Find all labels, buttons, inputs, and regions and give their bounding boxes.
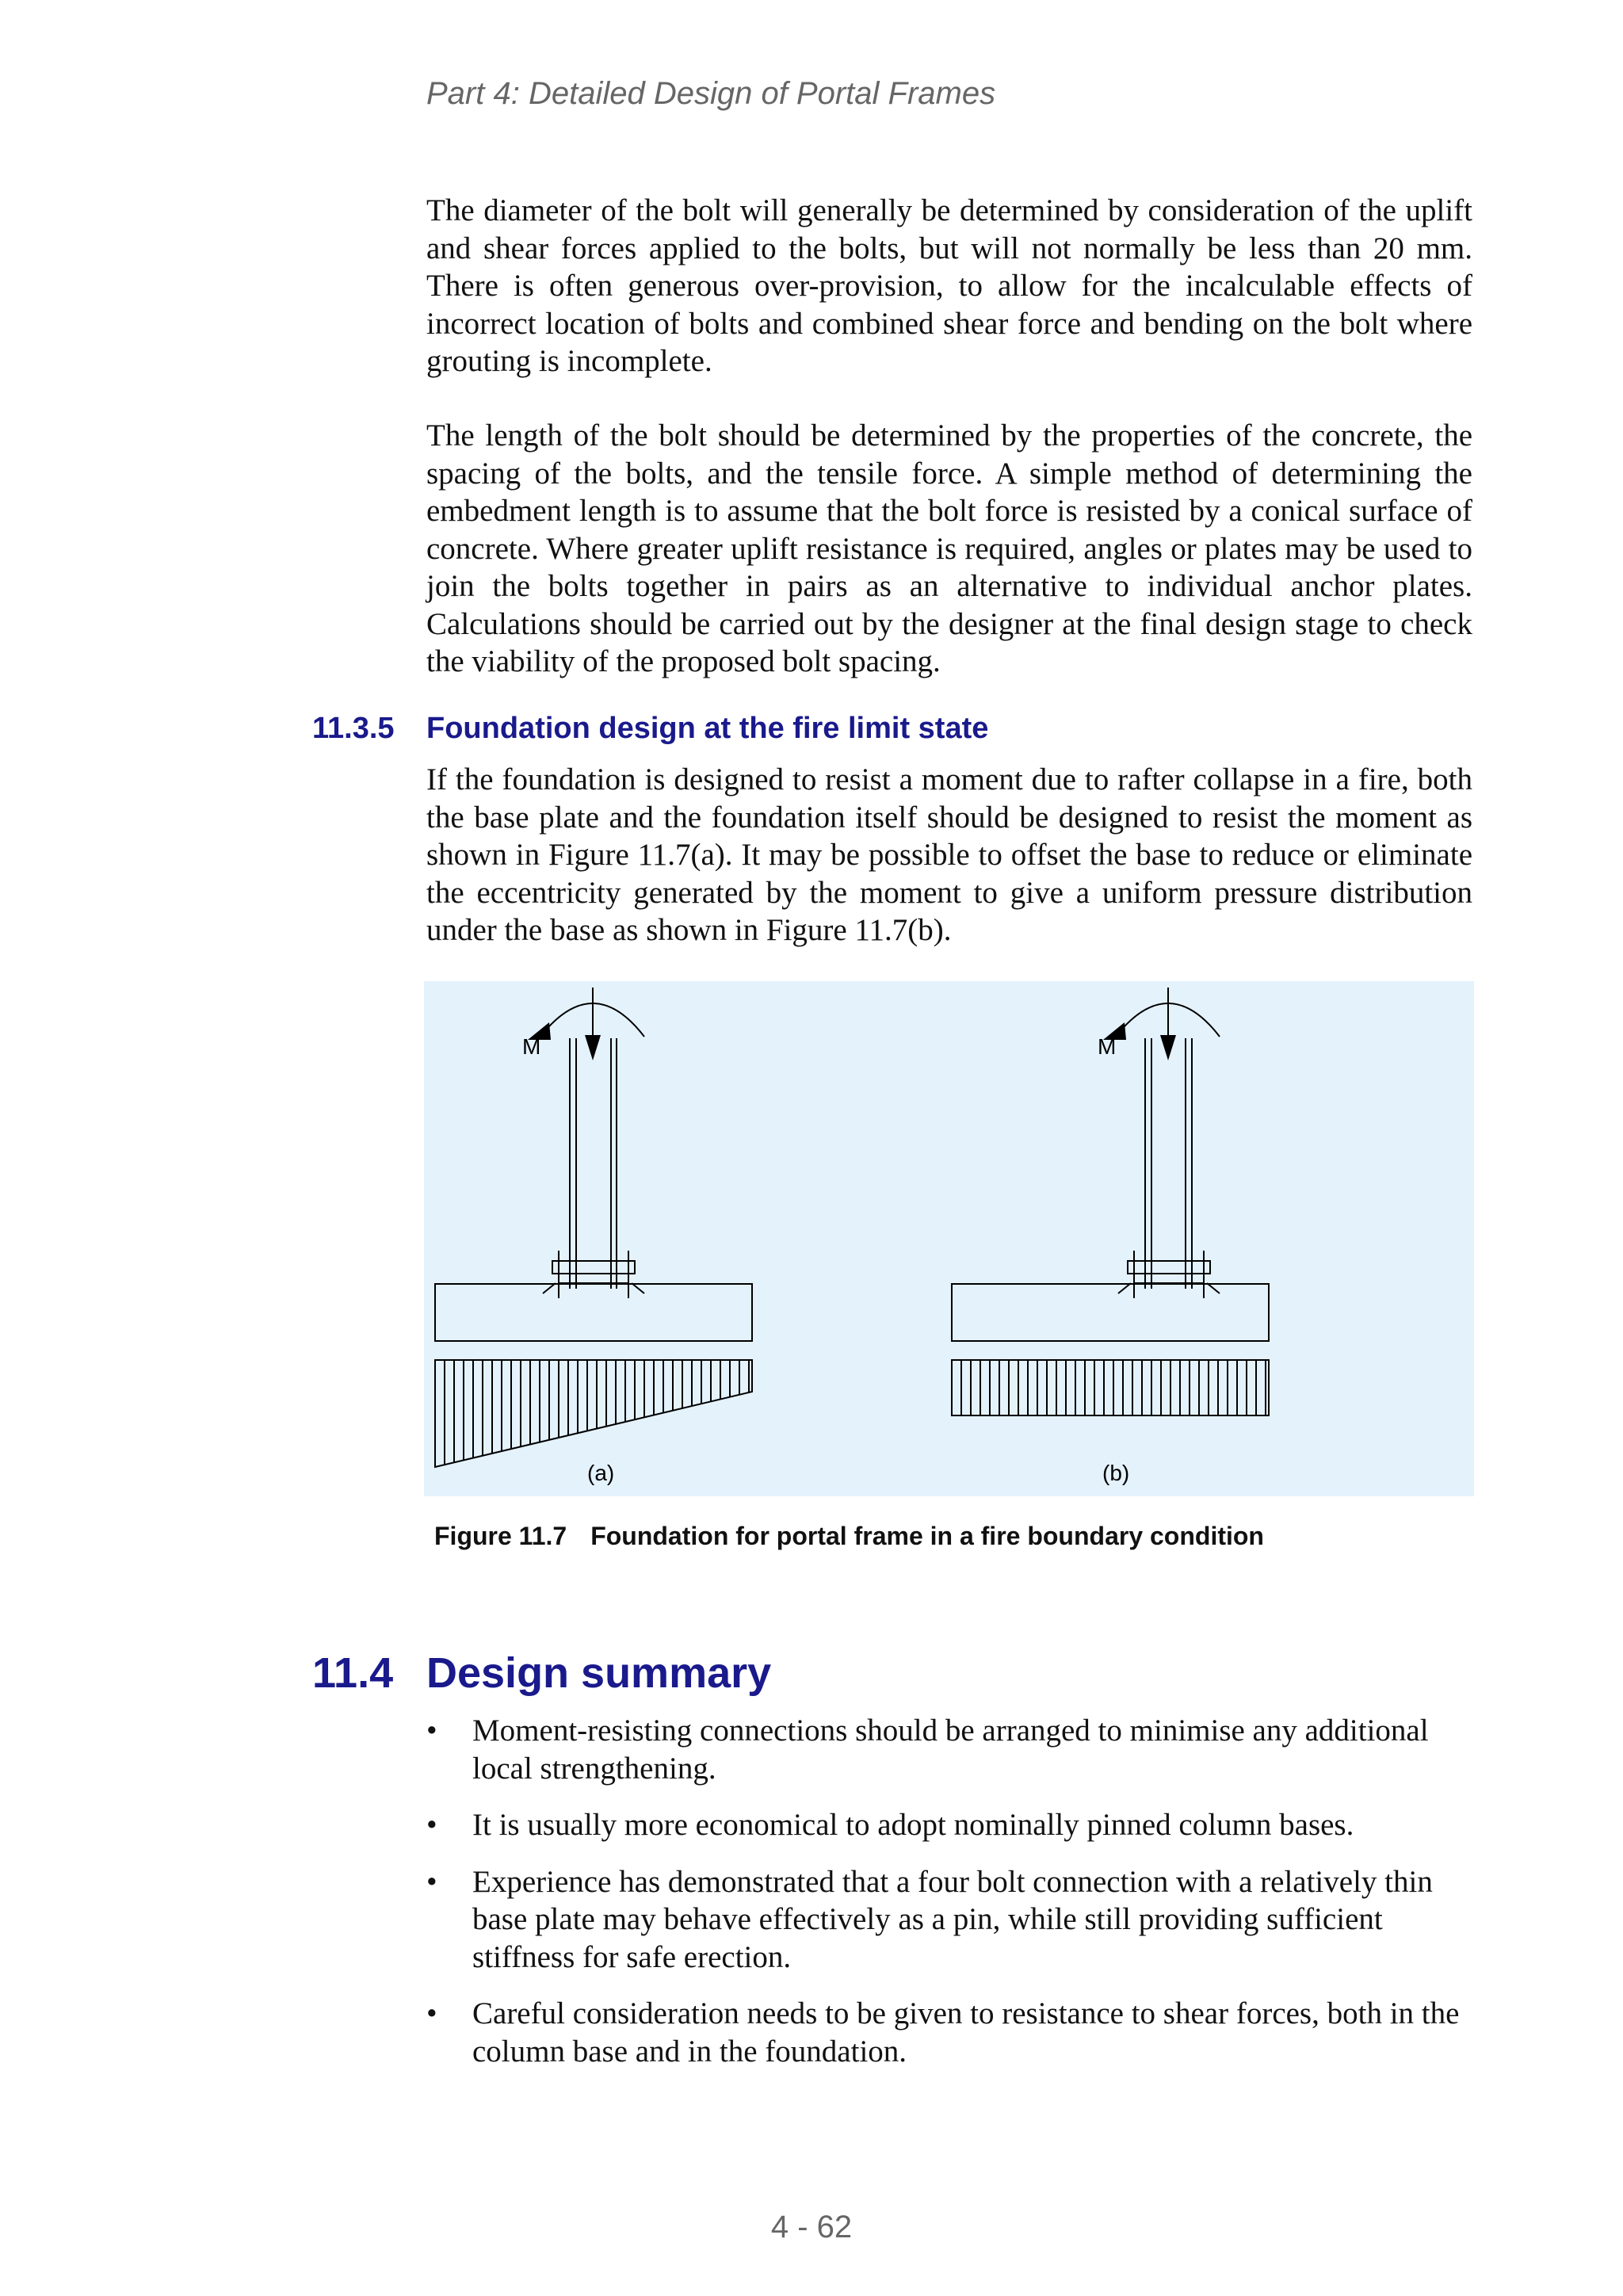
axial-load-arrowhead	[585, 1035, 601, 1060]
section-heading	[312, 1648, 771, 1698]
running-head: Part 4: Detailed Design of Portal Frames	[426, 76, 996, 111]
design-summary-list	[426, 1712, 1472, 2089]
diagram-a	[435, 988, 752, 1467]
foundation-block	[952, 1284, 1269, 1341]
section-number: 11.4	[312, 1649, 394, 1697]
section-title: Design summary	[426, 1649, 772, 1697]
list-item: • It is usually more economical to adopt nominally pinned column bases.	[426, 1808, 1354, 1842]
figure-caption-number: Figure 11.7	[434, 1522, 567, 1550]
list-item: • Moment-resisting connections should be arranged to minimise any additional local strengthening.	[426, 1713, 1429, 1786]
diagram-label-a: (a)	[587, 1461, 615, 1485]
base-plate-top	[552, 1261, 635, 1274]
paragraph-bolt-length: The length of the bolt should be determined by the properties of the concrete, the spacing of the bolts, and the tensile force. A simple method of determining the embedment length is to assume that the bolt force is resisted by a conical surface of concrete. Where greater uplift resistance is required, angles or plates may be used to join the bolts together in pairs as an alternative to individual anchor plates. Calculations should be carried out by the designer at the final design stage to check the viability of the proposed bolt spacing.	[426, 418, 1472, 678]
subsection-title: Foundation design at the fire limit state	[426, 712, 989, 745]
moment-label-b: M	[1098, 1034, 1117, 1059]
base-plate-top	[1128, 1261, 1210, 1274]
paragraph-fire-limit: If the foundation is designed to resist a moment due to rafter collapse in a fire, both the base plate and the foundation itself should be designed to resist the moment as shown in Figure 11.7(a). It may be possible to offset the base to reduce or eliminate the eccentricity generated by the moment to give a uniform pressure distribution under the base as shown in Figure 11.7(b).	[426, 762, 1472, 947]
list-item: • Careful consideration needs to be given to resistance to shear forces, both in the column base and in the foundation.	[426, 1996, 1460, 2069]
diagram-label-b: (b)	[1102, 1461, 1130, 1485]
subsection-heading	[312, 712, 988, 746]
figure-caption-text: Foundation for portal frame in a fire boundary condition	[590, 1522, 1264, 1550]
moment-label-a: M	[522, 1034, 541, 1059]
paragraph-bolt-diameter: The diameter of the bolt will generally be determined by consideration of the uplift and shear forces applied to the bolts, but will not normally be less than 20 mm. There is often generous over-provision, to allow for the incalculable effects of incorrect location of bolts and combined shear force and bending on the bolt where grouting is incomplete.	[426, 193, 1472, 378]
page-number: 4 - 62	[770, 2210, 853, 2244]
axial-load-arrowhead	[1160, 1035, 1176, 1060]
figure-caption	[434, 1522, 1264, 1551]
list-item: • Experience has demonstrated that a four bolt connection with a relatively thin base plate may behave effectively as a pin, while still providing sufficient stiffness for safe erection.	[426, 1864, 1433, 1974]
subsection-number: 11.3.5	[312, 712, 395, 745]
figure-11-7	[424, 981, 1474, 1496]
pressure-hatching	[445, 1360, 749, 1465]
pressure-hatching	[961, 1360, 1266, 1415]
foundation-diagram	[424, 981, 1474, 1496]
foundation-block	[435, 1284, 752, 1341]
